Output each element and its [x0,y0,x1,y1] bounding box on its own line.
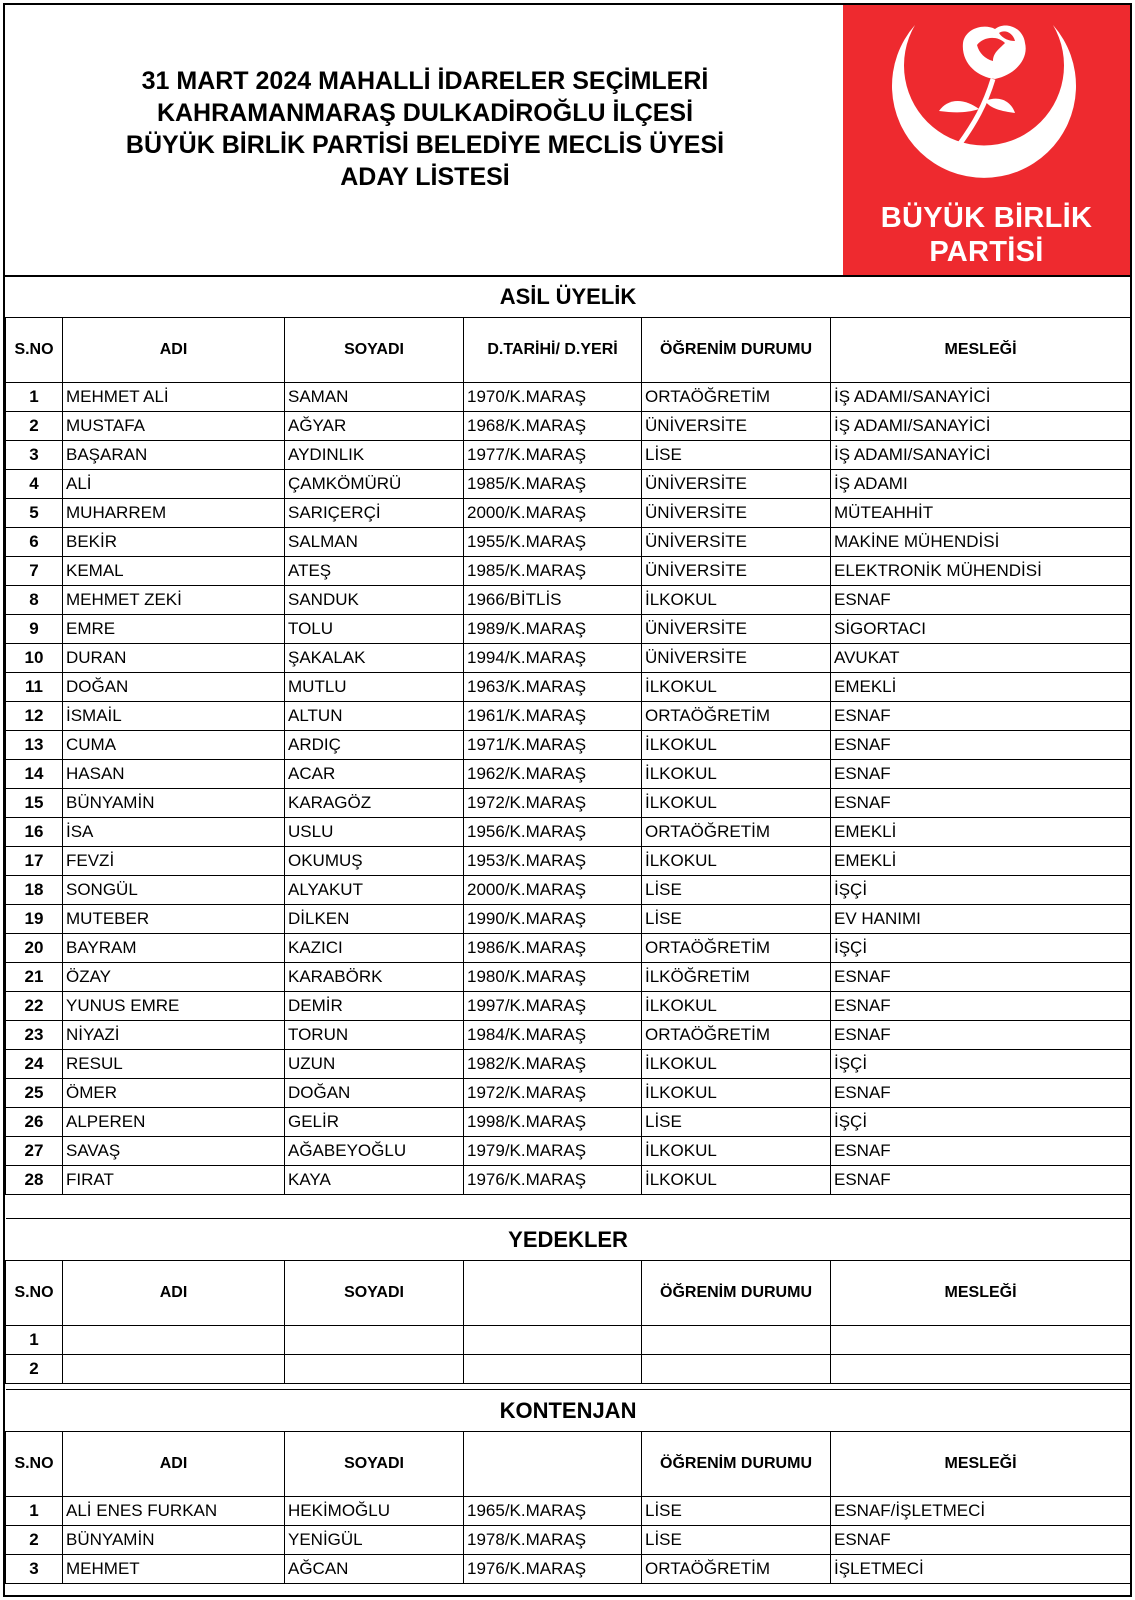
table-cell: ESNAF [831,702,1131,731]
table-cell [831,1326,1131,1355]
row-number: 23 [6,1021,63,1050]
yedekler-title-row [6,1219,1131,1261]
table-cell: ALYAKUT [285,876,464,905]
column-header: SOYADI [285,1261,464,1326]
column-header: S.NO [6,318,63,383]
table-cell: 1976/K.MARAŞ [464,1555,642,1584]
row-number: 1 [6,1497,63,1526]
table-row [6,818,1131,847]
table-cell: 1984/K.MARAŞ [464,1021,642,1050]
table-header-row [6,318,1131,383]
table-cell: MAKİNE MÜHENDİSİ [831,528,1131,557]
row-number: 2 [6,1526,63,1555]
table-cell: SONGÜL [63,876,285,905]
column-header: ÖĞRENİM DURUMU [642,318,831,383]
table-row [6,557,1131,586]
yedekler-table [5,1218,1131,1384]
table-cell: İŞ ADAMI [831,470,1131,499]
row-number: 1 [6,1326,63,1355]
table-cell: ŞAKALAK [285,644,464,673]
table-cell: KARABÖRK [285,963,464,992]
column-header: S.NO [6,1261,63,1326]
column-header: SOYADI [285,1432,464,1497]
table-cell: ESNAF [831,586,1131,615]
title-line-3: BÜYÜK BİRLİK PARTİSİ BELEDİYE MECLİS ÜYESİ [125,131,725,159]
table-cell: İSA [63,818,285,847]
table-cell: LİSE [642,1526,831,1555]
table-cell [285,1355,464,1384]
table-cell: 1989/K.MARAŞ [464,615,642,644]
table-cell: TOLU [285,615,464,644]
column-header: S.NO [6,1432,63,1497]
table-cell: ÜNİVERSİTE [642,412,831,441]
kontenjan-table [5,1389,1131,1584]
table-cell: 2000/K.MARAŞ [464,499,642,528]
table-cell: ÜNİVERSİTE [642,499,831,528]
table-cell: 1990/K.MARAŞ [464,905,642,934]
asil-table [5,275,1131,1195]
table-cell: ORTAÖĞRETİM [642,383,831,412]
logo-text-line-1: BÜYÜK BİRLİK [880,202,1093,234]
table-cell: İŞLETMECİ [831,1555,1131,1584]
table-row [6,673,1131,702]
table-cell: İŞÇİ [831,876,1131,905]
table-cell: 1997/K.MARAŞ [464,992,642,1021]
row-number: 9 [6,615,63,644]
table-cell: AYDINLIK [285,441,464,470]
table-row [6,615,1131,644]
table-cell: 1978/K.MARAŞ [464,1526,642,1555]
table-cell: İŞ ADAMI/SANAYİCİ [831,383,1131,412]
table-cell: 1982/K.MARAŞ [464,1050,642,1079]
column-header [464,1261,642,1326]
table-cell: ESNAF/İŞLETMECİ [831,1497,1131,1526]
table-cell [642,1326,831,1355]
table-cell: ÇAMKÖMÜRÜ [285,470,464,499]
table-cell: 1977/K.MARAŞ [464,441,642,470]
table-row [6,1497,1131,1526]
table-cell: ORTAÖĞRETİM [642,1021,831,1050]
table-cell: İŞÇİ [831,1108,1131,1137]
table-cell: ESNAF [831,963,1131,992]
table-cell: TORUN [285,1021,464,1050]
table-row [6,586,1131,615]
table-row [6,1108,1131,1137]
title-line-4: ADAY LİSTESİ [340,163,510,191]
table-row [6,905,1131,934]
table-cell: AĞYAR [285,412,464,441]
table-cell: CUMA [63,731,285,760]
table-cell: 1985/K.MARAŞ [464,557,642,586]
table-cell: ALTUN [285,702,464,731]
table-cell: ÜNİVERSİTE [642,470,831,499]
table-cell: ARDIÇ [285,731,464,760]
table-cell: ALİ ENES FURKAN [63,1497,285,1526]
table-cell: 1963/K.MARAŞ [464,673,642,702]
kontenjan-title-row [6,1390,1131,1432]
table-cell: İŞ ADAMI/SANAYİCİ [831,441,1131,470]
column-header: MESLEĞİ [831,1261,1131,1326]
table-cell: KAZICI [285,934,464,963]
column-header [464,1432,642,1497]
table-cell: İLKOKUL [642,1079,831,1108]
table-cell: ESNAF [831,789,1131,818]
table-cell: YUNUS EMRE [63,992,285,1021]
table-cell: DOĞAN [63,673,285,702]
column-header: ADI [63,318,285,383]
table-cell: HEKİMOĞLU [285,1497,464,1526]
table-cell: İLKOKUL [642,847,831,876]
table-cell: İLKOKUL [642,1166,831,1195]
table-cell: DOĞAN [285,1079,464,1108]
table-cell: MÜTEAHHİT [831,499,1131,528]
asil-section-title: ASİL ÜYELİK [6,276,1131,318]
table-cell: İLKOKUL [642,789,831,818]
row-number: 22 [6,992,63,1021]
table-cell: İLKOKUL [642,673,831,702]
table-cell: 1955/K.MARAŞ [464,528,642,557]
row-number: 3 [6,1555,63,1584]
row-number: 16 [6,818,63,847]
table-cell: FEVZİ [63,847,285,876]
table-cell: 1968/K.MARAŞ [464,412,642,441]
table-cell: 1962/K.MARAŞ [464,760,642,789]
column-header: ADI [63,1432,285,1497]
table-row [6,1021,1131,1050]
table-cell: İŞÇİ [831,934,1131,963]
kontenjan-section-title: KONTENJAN [6,1390,1131,1432]
table-header-row [6,1261,1131,1326]
table-cell: ORTAÖĞRETİM [642,1555,831,1584]
table-cell: USLU [285,818,464,847]
table-cell: 1956/K.MARAŞ [464,818,642,847]
table-cell: 1966/BİTLİS [464,586,642,615]
table-cell: LİSE [642,876,831,905]
table-cell: 1965/K.MARAŞ [464,1497,642,1526]
table-cell: MUSTAFA [63,412,285,441]
table-cell: EV HANIMI [831,905,1131,934]
table-cell: 1970/K.MARAŞ [464,383,642,412]
table-cell: MUTLU [285,673,464,702]
row-number: 8 [6,586,63,615]
table-cell: İŞ ADAMI/SANAYİCİ [831,412,1131,441]
table-cell: AĞABEYOĞLU [285,1137,464,1166]
table-cell [285,1326,464,1355]
table-cell: DURAN [63,644,285,673]
row-number: 7 [6,557,63,586]
table-cell: ÖMER [63,1079,285,1108]
table-cell: DİLKEN [285,905,464,934]
table-cell: LİSE [642,441,831,470]
table-cell: ATEŞ [285,557,464,586]
row-number: 11 [6,673,63,702]
table-cell: LİSE [642,905,831,934]
row-number: 2 [6,1355,63,1384]
table-cell: 2000/K.MARAŞ [464,876,642,905]
table-cell [63,1355,285,1384]
table-row [6,760,1131,789]
table-cell: FIRAT [63,1166,285,1195]
table-cell: EMRE [63,615,285,644]
table-cell [464,1326,642,1355]
table-row [6,934,1131,963]
table-cell: ESNAF [831,1021,1131,1050]
table-cell: MEHMET ALİ [63,383,285,412]
table-cell: ESNAF [831,1137,1131,1166]
row-number: 6 [6,528,63,557]
table-cell: RESUL [63,1050,285,1079]
table-row [6,963,1131,992]
table-cell: ORTAÖĞRETİM [642,702,831,731]
table-cell: ESNAF [831,1166,1131,1195]
table-cell: 1985/K.MARAŞ [464,470,642,499]
column-header: ADI [63,1261,285,1326]
row-number: 27 [6,1137,63,1166]
table-row [6,1526,1131,1555]
row-number: 28 [6,1166,63,1195]
table-cell [464,1355,642,1384]
table-cell: ÜNİVERSİTE [642,644,831,673]
column-header: SOYADI [285,318,464,383]
table-cell: 1979/K.MARAŞ [464,1137,642,1166]
row-number: 19 [6,905,63,934]
table-cell: ORTAÖĞRETİM [642,934,831,963]
table-row [6,470,1131,499]
table-cell: İLKOKUL [642,992,831,1021]
table-cell: AVUKAT [831,644,1131,673]
table-cell: İLKOKUL [642,760,831,789]
table-cell: 1994/K.MARAŞ [464,644,642,673]
table-cell: KEMAL [63,557,285,586]
table-row [6,1326,1131,1355]
table-row [6,528,1131,557]
document-header [5,5,1130,277]
table-cell: BÜNYAMİN [63,1526,285,1555]
row-number: 12 [6,702,63,731]
row-number: 1 [6,383,63,412]
table-cell: İLKOKUL [642,586,831,615]
table-header-row [6,1432,1131,1497]
party-logo [843,5,1130,275]
table-cell: İSMAİL [63,702,285,731]
table-cell: OKUMUŞ [285,847,464,876]
table-cell: ACAR [285,760,464,789]
column-header: ÖĞRENİM DURUMU [642,1432,831,1497]
table-cell: YENİGÜL [285,1526,464,1555]
table-cell: 1953/K.MARAŞ [464,847,642,876]
table-cell: SAMAN [285,383,464,412]
yedekler-section-title: YEDEKLER [6,1219,1131,1261]
table-cell: BÜNYAMİN [63,789,285,818]
table-cell: ESNAF [831,992,1131,1021]
logo-text-line-2: PARTİSİ [929,236,1044,268]
table-cell: İLKOKUL [642,1137,831,1166]
table-cell: ESNAF [831,1079,1131,1108]
row-number: 2 [6,412,63,441]
table-cell: MEHMET ZEKİ [63,586,285,615]
table-cell: SANDUK [285,586,464,615]
table-cell: 1971/K.MARAŞ [464,731,642,760]
table-cell: EMEKLİ [831,673,1131,702]
table-cell: MUTEBER [63,905,285,934]
table-cell: NİYAZİ [63,1021,285,1050]
crescent-rose-icon [843,5,1130,205]
table-cell: LİSE [642,1108,831,1137]
table-cell: LİSE [642,1497,831,1526]
table-cell: ÜNİVERSİTE [642,615,831,644]
row-number: 25 [6,1079,63,1108]
table-cell: ORTAÖĞRETİM [642,818,831,847]
row-number: 21 [6,963,63,992]
table-cell: SAVAŞ [63,1137,285,1166]
table-row [6,1137,1131,1166]
row-number: 13 [6,731,63,760]
table-cell: ESNAF [831,1526,1131,1555]
table-row [6,1166,1131,1195]
table-cell: UZUN [285,1050,464,1079]
table-row [6,847,1131,876]
row-number: 3 [6,441,63,470]
table-row [6,876,1131,905]
table-cell: EMEKLİ [831,818,1131,847]
table-cell: MUHARREM [63,499,285,528]
title-line-1: 31 MART 2024 MAHALLİ İDARELER SEÇİMLERİ [141,67,709,95]
table-cell: 1998/K.MARAŞ [464,1108,642,1137]
table-cell: HASAN [63,760,285,789]
table-cell [63,1326,285,1355]
table-cell: 1986/K.MARAŞ [464,934,642,963]
row-number: 14 [6,760,63,789]
table-cell: SİGORTACI [831,615,1131,644]
row-number: 24 [6,1050,63,1079]
table-cell: MEHMET [63,1555,285,1584]
table-cell: İLKOKUL [642,731,831,760]
column-header: D.TARİHİ/ D.YERİ [464,318,642,383]
row-number: 15 [6,789,63,818]
table-cell: ESNAF [831,760,1131,789]
row-number: 17 [6,847,63,876]
table-row [6,412,1131,441]
table-row [6,789,1131,818]
column-header: MESLEĞİ [831,1432,1131,1497]
table-cell [642,1355,831,1384]
table-row [6,702,1131,731]
table-row [6,1050,1131,1079]
row-number: 5 [6,499,63,528]
table-cell: ÖZAY [63,963,285,992]
table-cell: BEKİR [63,528,285,557]
table-cell: ESNAF [831,731,1131,760]
table-cell: ÜNİVERSİTE [642,557,831,586]
table-cell: ÜNİVERSİTE [642,528,831,557]
row-number: 10 [6,644,63,673]
table-cell: SARIÇERÇİ [285,499,464,528]
table-cell: BAYRAM [63,934,285,963]
column-header: MESLEĞİ [831,318,1131,383]
table-row [6,1555,1131,1584]
title-line-2: KAHRAMANMARAŞ DULKADİROĞLU İLÇESİ [156,99,694,127]
table-cell: 1961/K.MARAŞ [464,702,642,731]
table-cell: ELEKTRONİK MÜHENDİSİ [831,557,1131,586]
table-cell: KARAGÖZ [285,789,464,818]
table-row [6,992,1131,1021]
table-row [6,441,1131,470]
table-cell: İLKOKUL [642,1050,831,1079]
table-cell [831,1355,1131,1384]
table-row [6,1355,1131,1384]
table-cell: İLKÖĞRETİM [642,963,831,992]
table-row [6,644,1131,673]
row-number: 26 [6,1108,63,1137]
table-cell: EMEKLİ [831,847,1131,876]
table-cell: İŞÇİ [831,1050,1131,1079]
asil-title-row [6,276,1131,318]
table-cell: 1972/K.MARAŞ [464,789,642,818]
table-cell: 1980/K.MARAŞ [464,963,642,992]
table-row [6,383,1131,412]
table-row [6,731,1131,760]
table-cell: ALİ [63,470,285,499]
row-number: 18 [6,876,63,905]
table-cell: GELİR [285,1108,464,1137]
table-cell: AĞCAN [285,1555,464,1584]
row-number: 4 [6,470,63,499]
table-cell: SALMAN [285,528,464,557]
table-cell: 1976/K.MARAŞ [464,1166,642,1195]
row-number: 20 [6,934,63,963]
table-cell: 1972/K.MARAŞ [464,1079,642,1108]
table-row [6,499,1131,528]
table-cell: KAYA [285,1166,464,1195]
document-title [5,65,845,193]
table-cell: ALPEREN [63,1108,285,1137]
column-header: ÖĞRENİM DURUMU [642,1261,831,1326]
table-cell: DEMİR [285,992,464,1021]
table-cell: BAŞARAN [63,441,285,470]
table-row [6,1079,1131,1108]
